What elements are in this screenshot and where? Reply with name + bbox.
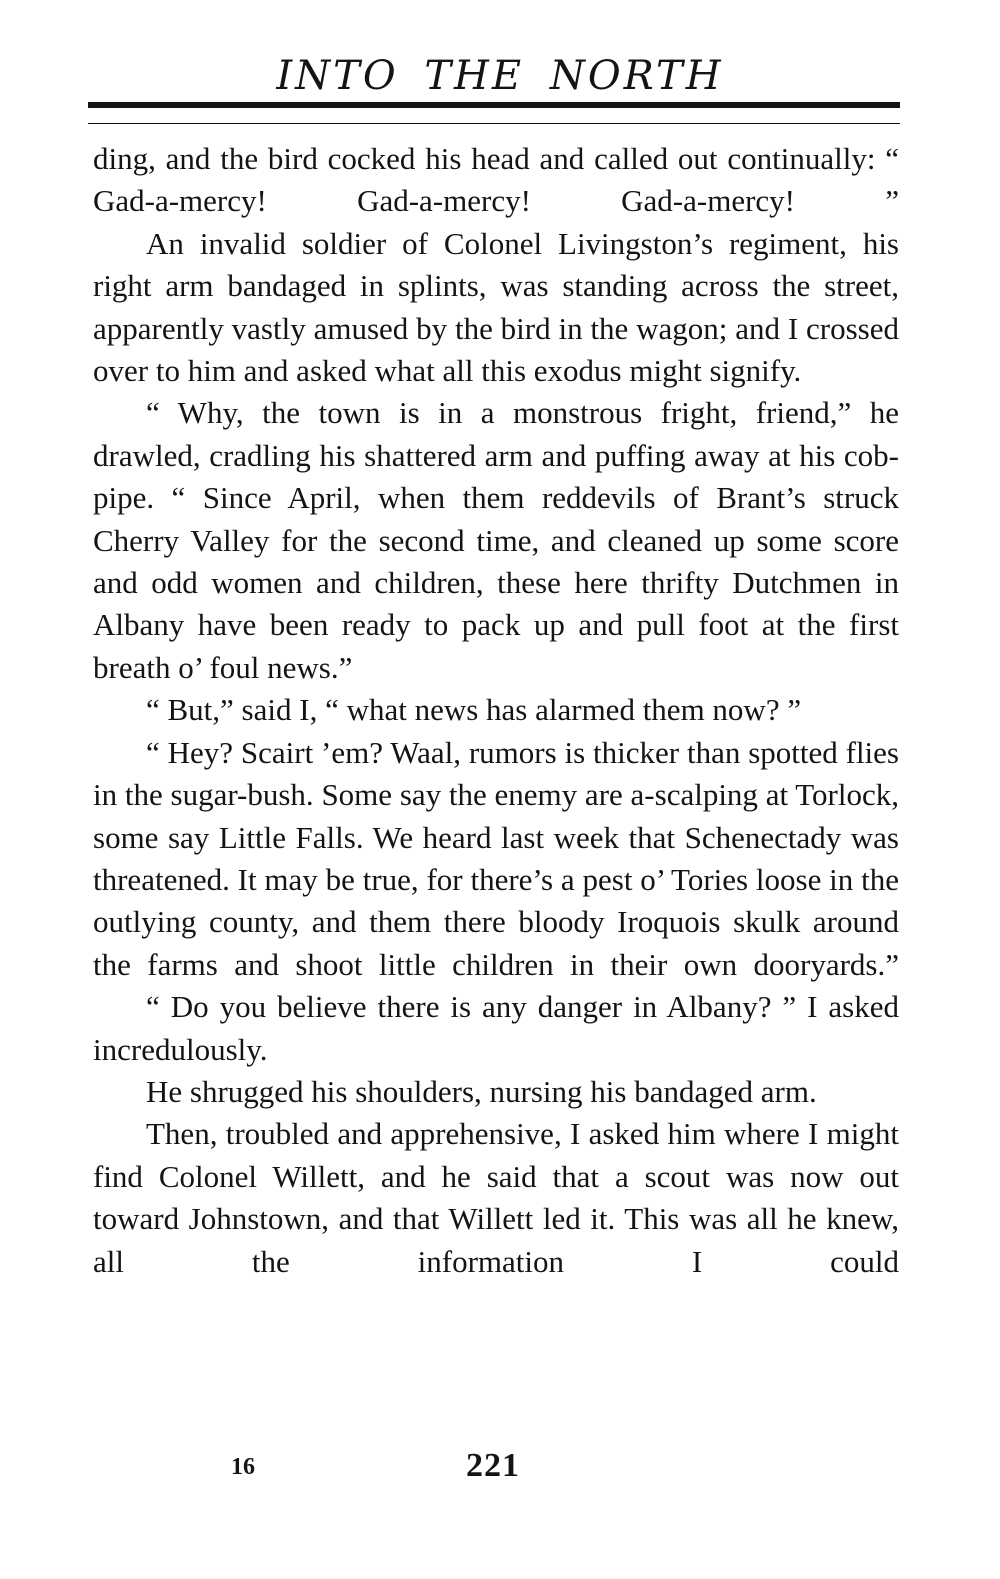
running-title: INTO THE NORTH xyxy=(276,53,724,99)
paragraph-invalid-soldier: An invalid soldier of Colonel Livingston’s regiment, his right arm bandaged in splints, was standing across the street, apparently vastly amused by the bird in the wagon; and I crossed over to him and asked what all this exodus might signify. xyxy=(93,225,899,389)
page-number: 221 xyxy=(466,1447,520,1484)
paragraph-rumors: “ Hey? Scairt ’em? Waal, rumors is thicker than spotted flies in the sugar-bush. Some say the enemy are a-scalping at Torlock, some say Little Falls. We heard last week that Schenectady was threatened. It may be true, for there’s a pest o’ Tories loose in the outlying county, and them there bloody Iroquois skulk around the farms and shoot little children in their own dooryards.” xyxy=(93,734,899,982)
paragraph-danger-in-albany: “ Do you believe there is any danger in Albany? ” I asked incredulously. xyxy=(93,989,899,1067)
body-text xyxy=(93,138,899,1283)
paragraph-continuation: ding, and the bird cocked his head and called out continually: “ Gad-a-mercy! Gad-a-mercy! Gad-a-mercy! ” xyxy=(93,141,899,219)
paragraph-shrugged: He shrugged his shoulders, nursing his bandaged arm. xyxy=(146,1073,817,1109)
paragraph-monstrous-fright: “ Why, the town is in a monstrous fright, friend,” he drawled, cradling his shattered arm and puffing away at his cob-pipe. “ Since April, when them reddevils of Brant’s struck Cherry Valley for the second time, and cleaned up some score and odd women and children, these here thrifty Dutchmen in Albany have been ready to pack up and pull foot at the first breath o’ foul news.” xyxy=(93,395,899,685)
page-footer xyxy=(0,1448,1000,1498)
paragraph-colonel-willett: Then, troubled and apprehensive, I asked him where I might find Colonel Willett, and he said that a scout was now out toward Johnstown, and that Willett led it. This was all he knew, all the information I could xyxy=(93,1116,899,1279)
signature-mark: 16 xyxy=(231,1454,255,1480)
paragraph-what-news: “ But,” said I, “ what news has alarmed them now? ” xyxy=(146,692,802,728)
header-rule-thick xyxy=(88,102,900,108)
header-rule-thin xyxy=(88,123,900,124)
